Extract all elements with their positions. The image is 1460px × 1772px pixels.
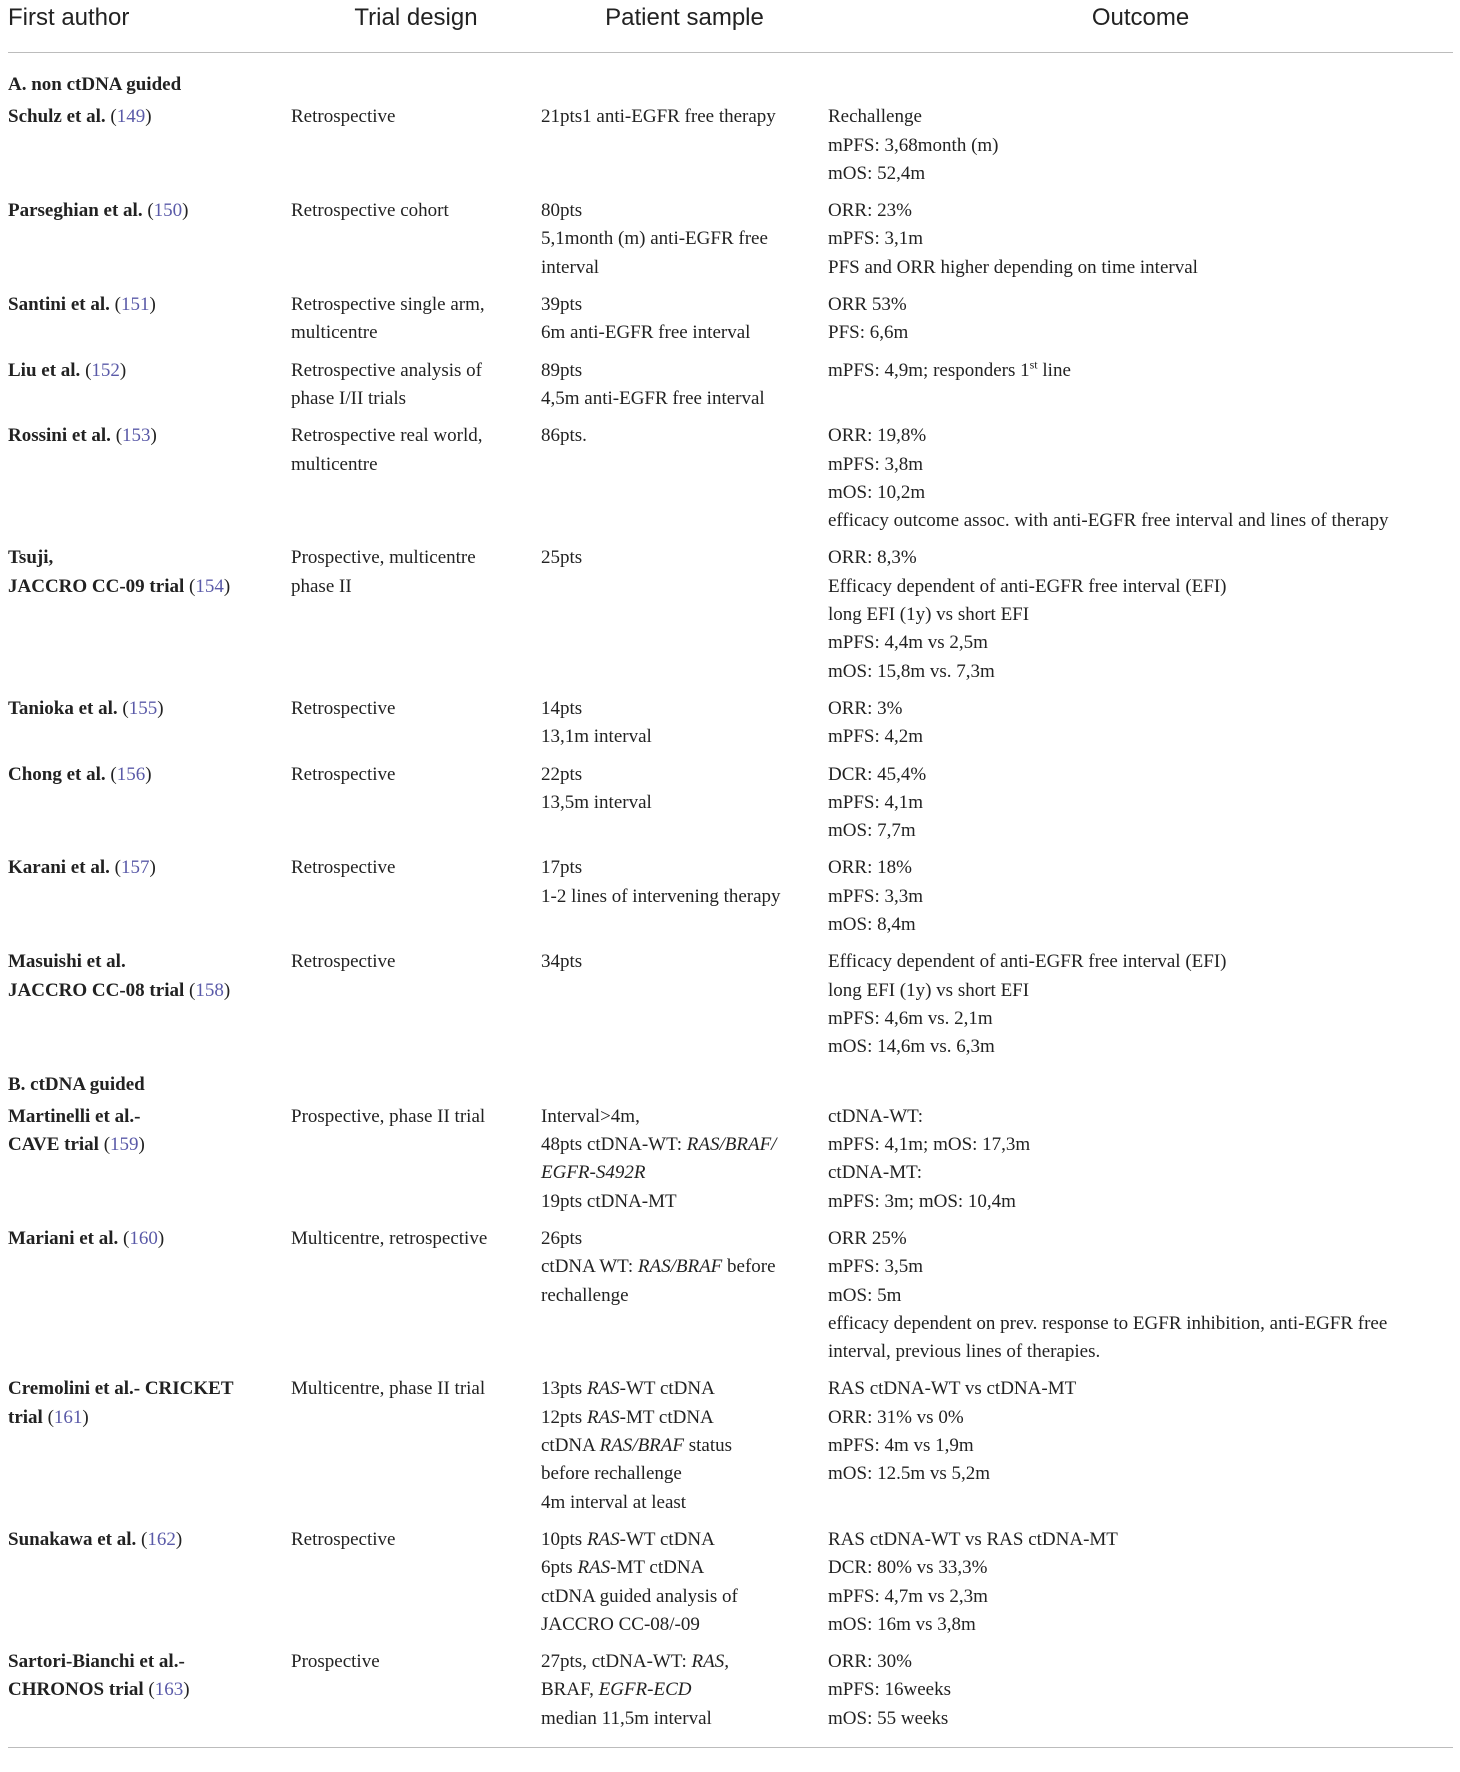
- author-line: Santini et al. (151): [8, 294, 156, 316]
- reference-link[interactable]: 151: [120, 294, 150, 316]
- first-author-cell: [8, 854, 291, 948]
- author-line: Mariani et al. (160): [8, 1227, 165, 1249]
- table-row: [8, 761, 1453, 855]
- cell-line: 19pts ctDNA-MT: [541, 1190, 677, 1212]
- cell-line: EGFR-S492R: [541, 1162, 646, 1184]
- section-label: B. ctDNA guided: [8, 1073, 145, 1095]
- header-row: [8, 0, 1453, 53]
- outcome-cell: [828, 197, 1453, 291]
- cell-line: phase II: [291, 575, 352, 597]
- author-line: [8, 1103, 287, 1131]
- cell-line: ctDNA guided analysis of: [541, 1585, 738, 1607]
- cell-line: 6pts RAS-MT ctDNA: [541, 1557, 705, 1579]
- cell-line: PFS: 6,6m: [828, 322, 909, 344]
- cell-line: 25pts: [541, 547, 583, 569]
- author-name: Santini et al.: [8, 294, 110, 316]
- author-name: CAVE trial: [8, 1134, 99, 1156]
- first-author-cell: [8, 1375, 291, 1525]
- section-row: [8, 1071, 1453, 1103]
- author-name: JACCRO CC-09 trial: [8, 575, 185, 597]
- patient-sample-cell: [541, 1648, 828, 1747]
- cell-line: mOS: 52,4m: [828, 162, 926, 184]
- cell-line: 13pts RAS-WT ctDNA: [541, 1378, 715, 1400]
- cell-line: Multicentre, retrospective: [291, 1227, 488, 1249]
- cell-line: multicentre: [291, 322, 378, 344]
- cell-line: mPFS: 4,7m vs 2,3m: [828, 1585, 988, 1607]
- cell-line: mOS: 15,8m vs. 7,3m: [828, 660, 995, 682]
- patient-sample-cell: [541, 761, 828, 855]
- author-line: Chong et al. (156): [8, 763, 152, 785]
- cell-line: Retrospective: [291, 697, 396, 719]
- author-name: Schulz et al.: [8, 106, 106, 128]
- table-row: [8, 1375, 1453, 1525]
- outcome-cell: [828, 1103, 1453, 1225]
- cell-line: Interval>4m,: [541, 1105, 640, 1127]
- cell-line: BRAF, EGFR-ECD: [541, 1679, 692, 1701]
- cell-line: 80pts: [541, 200, 583, 222]
- first-author-cell: [8, 544, 291, 694]
- cell-line: interval, previous lines of therapies.: [828, 1341, 1101, 1363]
- cell-line: mPFS: 4,4m vs 2,5m: [828, 632, 988, 654]
- cell-line: 14pts: [541, 697, 583, 719]
- reference-link[interactable]: 157: [120, 857, 150, 879]
- cell-line: 4m interval at least: [541, 1491, 687, 1513]
- reference-link[interactable]: 159: [110, 1134, 139, 1156]
- cell-line: mPFS: 3,68month (m): [828, 134, 999, 156]
- author-line: CAVE trial (159): [8, 1134, 145, 1156]
- author-name: trial: [8, 1406, 43, 1428]
- author-name: JACCRO CC-08 trial: [8, 979, 185, 1001]
- table-row: [8, 1225, 1453, 1375]
- patient-sample-cell: [541, 291, 828, 357]
- cell-line: 1-2 lines of intervening therapy: [541, 885, 781, 907]
- cell-line: 13,1m interval: [541, 726, 652, 748]
- cell-line: RAS ctDNA-WT vs ctDNA-MT: [828, 1378, 1077, 1400]
- cell-line: mPFS: 16weeks: [828, 1679, 951, 1701]
- author-name: Tanioka et al.: [8, 697, 118, 719]
- section-row: [8, 53, 1453, 104]
- reference-link[interactable]: 149: [116, 106, 146, 128]
- cell-line: DCR: 80% vs 33,3%: [828, 1557, 988, 1579]
- cell-line: ctDNA WT: RAS/BRAF before: [541, 1256, 776, 1278]
- outcome-cell: [828, 695, 1453, 761]
- cell-line: 26pts: [541, 1227, 583, 1249]
- author-name: Cremolini et al.- CRICKET: [8, 1378, 234, 1400]
- patient-sample-cell: [541, 948, 828, 1070]
- cell-line: Efficacy dependent of anti-EGFR free interval (EFI): [828, 951, 1227, 973]
- cell-line: mOS: 10,2m: [828, 481, 926, 503]
- author-line: [8, 1375, 287, 1403]
- first-author-cell: [8, 1648, 291, 1747]
- cell-line: Retrospective: [291, 951, 396, 973]
- reference-link[interactable]: 150: [153, 200, 183, 222]
- table-row: [8, 103, 1453, 197]
- first-author-cell: [8, 1526, 291, 1648]
- outcome-cell: [828, 1648, 1453, 1747]
- table-row: [8, 1526, 1453, 1648]
- cell-line: RAS ctDNA-WT vs RAS ctDNA-MT: [828, 1528, 1118, 1550]
- cell-line: 22pts: [541, 763, 583, 785]
- cell-line: mOS: 8,4m: [828, 914, 916, 936]
- author-name: Sunakawa et al.: [8, 1528, 137, 1550]
- trial-design-cell: [291, 1375, 541, 1525]
- cell-line: 17pts: [541, 857, 583, 879]
- author-line: [8, 1648, 287, 1676]
- author-name: Sartori-Bianchi et al.-: [8, 1651, 185, 1673]
- table-row: [8, 291, 1453, 357]
- patient-sample-cell: [541, 357, 828, 423]
- outcome-cell: [828, 291, 1453, 357]
- cell-line: 5,1month (m) anti-EGFR free: [541, 228, 768, 250]
- cell-line: mOS: 55 weeks: [828, 1707, 949, 1729]
- author-line: Karani et al. (157): [8, 857, 156, 879]
- table-row: [8, 1648, 1453, 1747]
- cell-line: ORR: 3%: [828, 697, 903, 719]
- cell-line: multicentre: [291, 453, 378, 475]
- cell-line: JACCRO CC-08/-09: [541, 1613, 700, 1635]
- cell-line: mOS: 16m vs 3,8m: [828, 1613, 976, 1635]
- author-name: Mariani et al.: [8, 1227, 119, 1249]
- trial-design-cell: [291, 761, 541, 855]
- table-row: [8, 695, 1453, 761]
- table-row: [8, 422, 1453, 544]
- cell-line: PFS and ORR higher depending on time interval: [828, 256, 1198, 278]
- author-line: Rossini et al. (153): [8, 425, 157, 447]
- outcome-text: line: [1037, 359, 1071, 381]
- trial-design-cell: [291, 1225, 541, 1375]
- cell-line: mOS: 12.5m vs 5,2m: [828, 1463, 991, 1485]
- cell-line: ORR: 18%: [828, 857, 912, 879]
- cell-line: 89pts: [541, 359, 583, 381]
- header-outcome: Outcome: [828, 0, 1453, 53]
- first-author-cell: [8, 761, 291, 855]
- trial-design-cell: [291, 1526, 541, 1648]
- reference-link[interactable]: 160: [129, 1227, 158, 1249]
- cell-line: ORR: 31% vs 0%: [828, 1406, 964, 1428]
- cell-line: Retrospective: [291, 106, 396, 128]
- section-label: A. non ctDNA guided: [8, 74, 182, 95]
- cell-line: 48pts ctDNA-WT: RAS/BRAF/: [541, 1134, 777, 1156]
- trial-design-cell: [291, 357, 541, 423]
- author-line: Liu et al. (152): [8, 359, 127, 381]
- author-name: Tsuji,: [8, 547, 54, 569]
- author-line: JACCRO CC-09 trial (154): [8, 575, 231, 597]
- author-name: CHRONOS trial: [8, 1679, 144, 1701]
- cell-line: Retrospective: [291, 763, 396, 785]
- reference-link[interactable]: 162: [147, 1528, 176, 1550]
- trial-design-cell: [291, 422, 541, 544]
- author-line: Tanioka et al. (155): [8, 697, 164, 719]
- cell-line: Prospective, phase II trial: [291, 1105, 486, 1127]
- trial-design-cell: [291, 1103, 541, 1225]
- cell-line: ORR: 30%: [828, 1651, 912, 1673]
- cell-line: long EFI (1y) vs short EFI: [828, 604, 1030, 626]
- reference-link[interactable]: 161: [53, 1406, 83, 1428]
- cell-line: mPFS: 3,1m: [828, 228, 924, 250]
- cell-line: efficacy outcome assoc. with anti-EGFR free interval and lines of therapy: [828, 510, 1389, 532]
- cell-line: mPFS: 3,5m: [828, 1256, 924, 1278]
- cell-line: 27pts, ctDNA-WT: RAS,: [541, 1651, 729, 1673]
- cell-line: Retrospective: [291, 1528, 396, 1550]
- patient-sample-cell: [541, 695, 828, 761]
- table-body: [8, 53, 1453, 1748]
- outcome-cell: [828, 1225, 1453, 1375]
- reference-link[interactable]: 153: [122, 425, 151, 447]
- author-name: Rossini et al.: [8, 425, 111, 447]
- cell-line: 10pts RAS-WT ctDNA: [541, 1528, 715, 1550]
- author-name: Martinelli et al.-: [8, 1105, 141, 1127]
- patient-sample-cell: [541, 422, 828, 544]
- outcome-cell: [828, 1526, 1453, 1648]
- cell-line: ORR 53%: [828, 294, 907, 316]
- trial-design-cell: [291, 544, 541, 694]
- reference-link[interactable]: 154: [195, 575, 224, 597]
- cell-line: mOS: 14,6m vs. 6,3m: [828, 1036, 995, 1058]
- patient-sample-cell: [541, 544, 828, 694]
- table-header: [8, 0, 1453, 53]
- cell-line: mPFS: 3m; mOS: 10,4m: [828, 1190, 1016, 1212]
- table-row: [8, 854, 1453, 948]
- author-name: Parseghian et al.: [8, 200, 143, 222]
- patient-sample-cell: [541, 854, 828, 948]
- header-trial-design: Trial design: [291, 0, 541, 53]
- outcome-cell: [828, 357, 1453, 423]
- outcome-cell: [828, 948, 1453, 1070]
- patient-sample-cell: [541, 1225, 828, 1375]
- patient-sample-cell: [541, 197, 828, 291]
- table-row: [8, 948, 1453, 1070]
- cell-line: interval: [541, 256, 600, 278]
- patient-sample-cell: [541, 1526, 828, 1648]
- outcome-text: mPFS: 4,9m; responders 1: [828, 359, 1030, 381]
- first-author-cell: [8, 695, 291, 761]
- cell-line: 21pts1 anti-EGFR free therapy: [541, 106, 776, 128]
- author-line: Parseghian et al. (150): [8, 200, 189, 222]
- trial-design-cell: [291, 695, 541, 761]
- table-row: [8, 197, 1453, 291]
- reference-link[interactable]: 152: [91, 359, 120, 381]
- cell-line: before rechallenge: [541, 1463, 682, 1485]
- cell-line: ORR: 8,3%: [828, 547, 917, 569]
- cell-line: mPFS: 3,3m: [828, 885, 924, 907]
- cell-line: 12pts RAS-MT ctDNA: [541, 1406, 714, 1428]
- trial-design-cell: [291, 1648, 541, 1747]
- cell-line: efficacy dependent on prev. response to EGFR inhibition, anti-EGFR free: [828, 1312, 1388, 1334]
- first-author-cell: [8, 103, 291, 197]
- cell-line: Retrospective cohort: [291, 200, 449, 222]
- author-line: JACCRO CC-08 trial (158): [8, 979, 231, 1001]
- trial-design-cell: [291, 103, 541, 197]
- trial-design-cell: [291, 291, 541, 357]
- cell-line: mPFS: 4m vs 1,9m: [828, 1435, 974, 1457]
- outcome-cell: [828, 854, 1453, 948]
- cell-line: Prospective, multicentre: [291, 547, 476, 569]
- first-author-cell: [8, 291, 291, 357]
- cell-line: Prospective: [291, 1651, 380, 1673]
- author-line: Schulz et al. (149): [8, 106, 152, 128]
- cell-line: phase I/II trials: [291, 387, 407, 409]
- patient-sample-cell: [541, 103, 828, 197]
- cell-line: ORR: 19,8%: [828, 425, 927, 447]
- first-author-cell: [8, 197, 291, 291]
- outcome-cell: [828, 103, 1453, 197]
- cell-line: long EFI (1y) vs short EFI: [828, 979, 1030, 1001]
- cell-line: Efficacy dependent of anti-EGFR free interval (EFI): [828, 575, 1227, 597]
- cell-line: ctDNA-MT:: [828, 1162, 923, 1184]
- author-line: [8, 948, 287, 976]
- reference-link[interactable]: 158: [195, 979, 224, 1001]
- outcome-cell: [828, 544, 1453, 694]
- table-row: [8, 544, 1453, 694]
- first-author-cell: [8, 1103, 291, 1225]
- outcome-cell: [828, 1375, 1453, 1525]
- first-author-cell: [8, 948, 291, 1070]
- table-row: [8, 1103, 1453, 1225]
- cell-line: 6m anti-EGFR free interval: [541, 322, 751, 344]
- cell-line: ORR: 23%: [828, 200, 912, 222]
- cell-line: DCR: 45,4%: [828, 763, 927, 785]
- first-author-cell: [8, 422, 291, 544]
- cell-line: Multicentre, phase II trial: [291, 1378, 486, 1400]
- header-first-author: First author: [8, 0, 291, 53]
- cell-line: Retrospective: [291, 857, 396, 879]
- first-author-cell: [8, 1225, 291, 1375]
- outcome-cell: [828, 422, 1453, 544]
- patient-sample-cell: [541, 1103, 828, 1225]
- cell-line: rechallenge: [541, 1284, 629, 1306]
- author-line: trial (161): [8, 1406, 89, 1428]
- trial-design-cell: [291, 197, 541, 291]
- cell-line: [828, 357, 1449, 385]
- author-line: Sunakawa et al. (162): [8, 1528, 183, 1550]
- reference-link[interactable]: 156: [116, 763, 146, 785]
- author-name: Masuishi et al.: [8, 951, 126, 973]
- cell-line: ctDNA-WT:: [828, 1105, 924, 1127]
- author-name: Chong et al.: [8, 763, 106, 785]
- cell-line: 34pts: [541, 951, 583, 973]
- cell-line: 86pts.: [541, 425, 587, 447]
- cell-line: Retrospective single arm,: [291, 294, 485, 316]
- patient-sample-cell: [541, 1375, 828, 1525]
- cell-line: mPFS: 4,1m; mOS: 17,3m: [828, 1134, 1031, 1156]
- reference-link[interactable]: 155: [128, 697, 158, 719]
- reference-link[interactable]: 163: [154, 1679, 184, 1701]
- cell-line: Rechallenge: [828, 106, 922, 128]
- author-line: [8, 544, 287, 572]
- header-patient-sample: Patient sample: [541, 0, 828, 53]
- cell-line: mPFS: 4,6m vs. 2,1m: [828, 1007, 993, 1029]
- outcome-cell: [828, 761, 1453, 855]
- cell-line: mPFS: 3,8m: [828, 453, 924, 475]
- table-row: [8, 357, 1453, 423]
- cell-line: mPFS: 4,1m: [828, 791, 924, 813]
- cell-line: mPFS: 4,2m: [828, 726, 924, 748]
- cell-line: Retrospective real world,: [291, 425, 483, 447]
- cell-line: Retrospective analysis of: [291, 359, 483, 381]
- trial-design-cell: [291, 948, 541, 1070]
- superscript: st: [1029, 357, 1038, 372]
- author-line: CHRONOS trial (163): [8, 1679, 190, 1701]
- cell-line: ctDNA RAS/BRAF status: [541, 1435, 733, 1457]
- cell-line: ORR 25%: [828, 1227, 907, 1249]
- cell-line: 4,5m anti-EGFR free interval: [541, 387, 765, 409]
- first-author-cell: [8, 357, 291, 423]
- cell-line: mOS: 7,7m: [828, 820, 916, 842]
- trial-summary-table: [8, 0, 1453, 1748]
- cell-line: 39pts: [541, 294, 583, 316]
- author-name: Karani et al.: [8, 857, 110, 879]
- cell-line: median 11,5m interval: [541, 1707, 712, 1729]
- author-name: Liu et al.: [8, 359, 81, 381]
- cell-line: mOS: 5m: [828, 1284, 902, 1306]
- cell-line: 13,5m interval: [541, 791, 652, 813]
- trial-design-cell: [291, 854, 541, 948]
